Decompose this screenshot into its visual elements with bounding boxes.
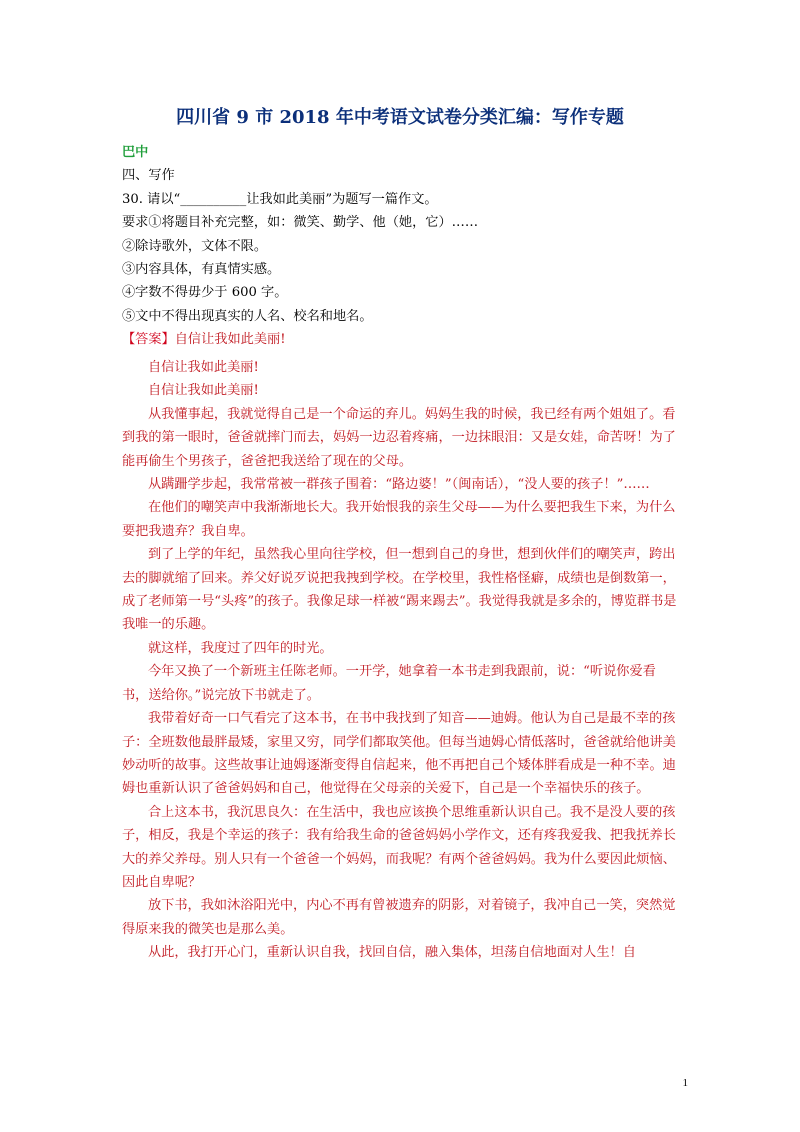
answer-label: 【答案】 — [122, 332, 175, 348]
essay-paragraph: 从我懂事起，我就觉得自己是一个命运的弃儿。妈妈生我的时候，我已经有两个姐姐了。看到我的第一眼时，爸爸就摔门而去，妈妈一边忍着疼痛，一边抹眼泪：又是女娃，命苦呀！为了能再偷生个男孩子，爸爸把我送给了现在的父母。 — [122, 406, 676, 469]
essay-paragraph: 今年又换了一个新班主任陈老师。一开学，她拿着一本书走到我跟前，说：“听说你爱看书，送给你。”说完放下书就走了。 — [122, 664, 656, 703]
answer-line — [122, 328, 682, 351]
essay-paragraph: 从此，我打开心门，重新认识自我，找回自信，融入集体，坦荡自信地面对人生！自 — [148, 945, 636, 961]
requirement-5: ⑤文中不得出现真实的人名、校名和地名。 — [122, 308, 373, 324]
requirement-1: 要求①将题目补充完整，如：微笑、勤学、他（她，它）…… — [122, 215, 479, 231]
page-title: 四川省 9 市 2018 年中考语文试卷分类汇编：写作专题 — [176, 107, 624, 128]
answer-title: 自信让我如此美丽! — [174, 332, 286, 348]
essay-paragraph: 从蹒跚学步起，我常常被一群孩子围着：“路边婆！”（闽南话），“没人要的孩子！”…… — [148, 477, 650, 493]
requirement-3: ③内容具体，有真情实感。 — [122, 262, 281, 278]
essay-paragraph: 到了上学的年纪，虽然我心里向往学校，但一想到自己的身世，想到伙伴们的嘲笑声，跨出去的脚就缩了回来。养父好说歹说把我拽到学校。在学校里，我性格怪癖，成绩也是倒数第一，成了老师第一号“头疼”的孩子。我像足球一样被“踢来踢去”。我觉得我就是多余的，博览群书是我唯一的乐趣。 — [122, 547, 677, 633]
essay-paragraph: 就这样，我度过了四年的时光。 — [148, 640, 333, 656]
essay-paragraph: 自信让我如此美丽! — [148, 383, 259, 399]
requirement-4: ④字数不得毋少于 600 字。 — [122, 285, 288, 301]
section-heading: 四、写作 — [122, 168, 175, 184]
requirement-2: ②除诗歌外，文体不限。 — [122, 238, 268, 254]
essay-paragraph: 我带着好奇一口气看完了这本书，在书中我找到了知音——迪姆。他认为自己是最不幸的孩子：全班数他最胖最矮，家里又穷，同学们都取笑他。但每当迪姆心情低落时，爸爸就给他讲美妙动听的故事。这些故事让迪姆逐渐变得自信起来，他不再把自己个矮体胖看成是一种不幸。迪姆也重新认识了爸爸妈妈和自己，他觉得在父母亲的关爱下，自己是一个幸福快乐的孩子。 — [122, 711, 676, 797]
essay-paragraph: 自信让我如此美丽! — [148, 360, 259, 375]
essay-paragraph: 在他们的嘲笑声中我渐渐地长大。我开始恨我的亲生父母——为什么要把我生下来，为什么要把我遗弃？我自卑。 — [122, 500, 676, 539]
essay-paragraph: 放下书，我如沐浴阳光中，内心不再有曾被遗弃的阴影，对着镜子，我冲自己一笑，突然觉得原来我的微笑也是那么美。 — [122, 898, 676, 937]
essay-body — [122, 356, 682, 965]
essay-paragraph: 合上这本书，我沉思良久：在生活中，我也应该换个思维重新认识自己。我不是没人要的孩子，相反，我是个幸运的孩子：我有给我生命的爸爸妈妈小学作文，还有疼我爱我、把我抚养长大的养父养母。别人只有一个爸爸一个妈妈，而我呢？有两个爸爸妈妈。我为什么要因此烦恼、因此自卑呢？ — [122, 804, 676, 890]
question-text: 30. 请以“__________让我如此美丽”为题写一篇作文。 — [122, 191, 438, 207]
page-number: 1 — [682, 1077, 688, 1089]
header-block — [122, 141, 682, 352]
region-label: 巴中 — [122, 145, 149, 160]
